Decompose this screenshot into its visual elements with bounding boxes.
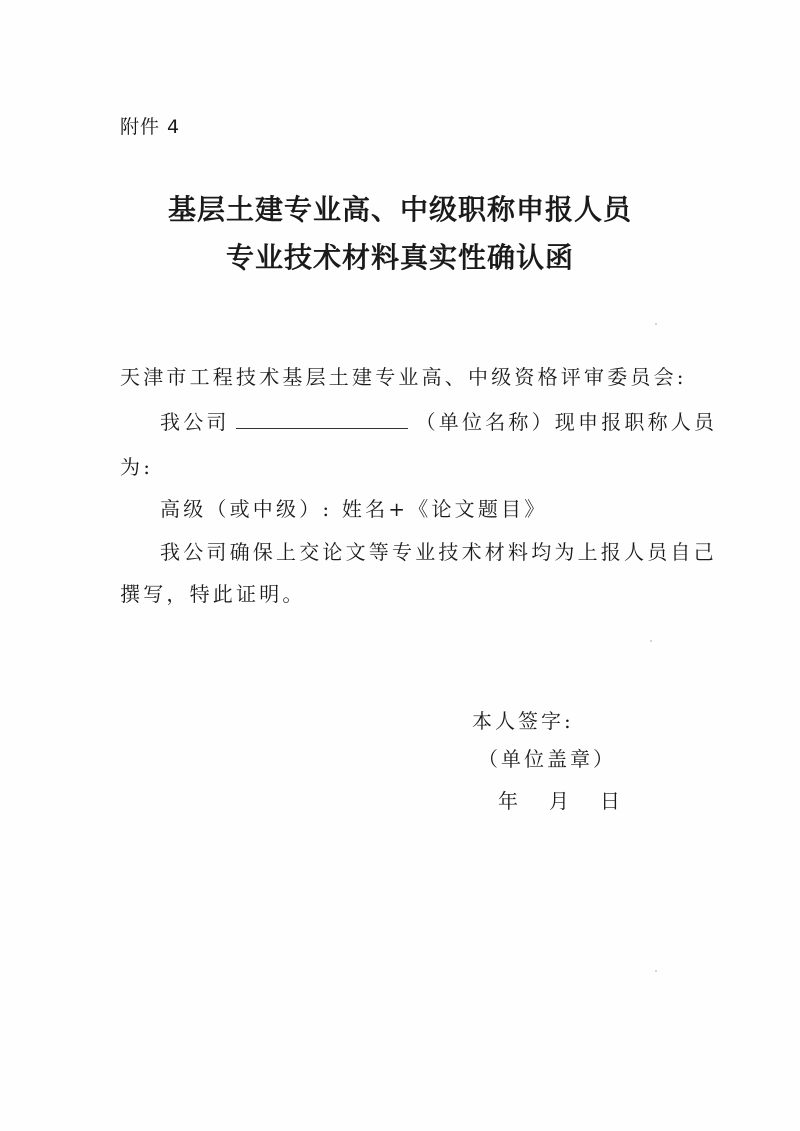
paragraph-1-suffix: （单位名称）现申报职称人员	[415, 410, 718, 434]
date-day-label: 日	[600, 789, 623, 813]
attachment-label: 附件 4	[120, 116, 181, 138]
date-year-label: 年	[498, 789, 521, 813]
scan-speck	[655, 323, 657, 325]
date-month-label: 月	[549, 789, 572, 813]
paragraph-applicant-info: 高级（或中级）: 姓名+《论文题目》	[160, 497, 548, 521]
letter-addressee: 天津市工程技术基层土建专业高、中级资格评审委员会:	[120, 365, 687, 389]
scan-speck	[650, 640, 652, 642]
paragraph-1-continuation: 为:	[120, 455, 154, 479]
document-title-line-1: 基层土建专业高、中级职称申报人员	[167, 193, 632, 226]
company-name-blank[interactable]	[236, 410, 408, 429]
paragraph-authenticity-statement: 我公司确保上交论文等专业技术材料均为上报人员自己	[160, 540, 717, 564]
signer-label: 本人签字:	[472, 709, 574, 733]
scan-speck	[655, 970, 657, 972]
paragraph-company-declaration	[160, 406, 717, 435]
date-line	[498, 785, 623, 814]
paragraph-1-prefix: 我公司	[160, 410, 230, 434]
paragraph-3-continuation: 撰写，特此证明。	[120, 582, 306, 606]
document-title-line-2: 专业技术材料真实性确认函	[225, 241, 574, 274]
seal-label: （单位盖章）	[478, 747, 616, 771]
